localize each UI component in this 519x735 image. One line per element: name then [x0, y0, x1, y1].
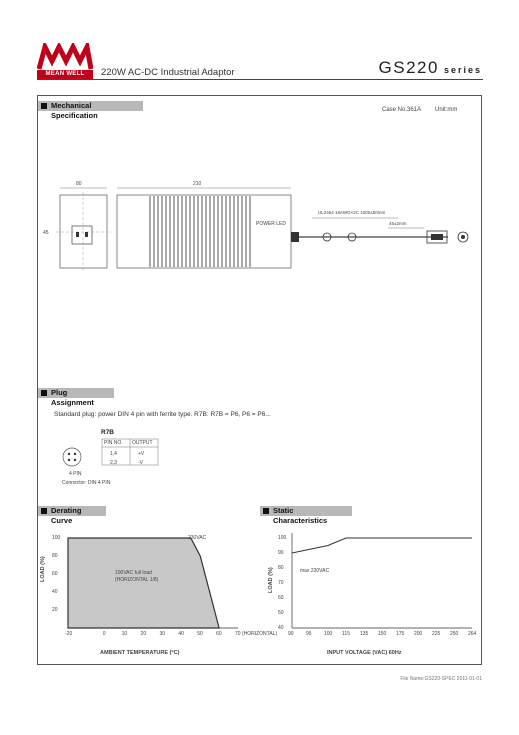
output-header: OUTPUT: [132, 440, 153, 446]
derating-x-tick: 0: [102, 631, 106, 637]
derating-annotation-top: 230VAC: [188, 535, 207, 541]
static-heading: Static Characteristics: [260, 506, 352, 516]
derating-y-tick: 40: [52, 589, 58, 595]
output-row-2: -V: [138, 460, 143, 466]
static-annotation: max 230VAC: [300, 568, 330, 574]
static-x-tick: 135: [360, 631, 369, 637]
mechanical-drawing: [38, 180, 481, 280]
static-x-tick: 150: [378, 631, 387, 637]
brand-label: MEAN WELL: [37, 70, 93, 79]
unit-label: Unit:mm: [435, 107, 458, 113]
static-x-tick: 264: [468, 631, 477, 637]
derating-xlabel: AMBIENT TEMPERATURE (°C): [100, 650, 180, 656]
static-y-tick: 60: [278, 595, 284, 601]
series-title: [379, 58, 482, 78]
derating-annotation-1: 100VAC full load: [115, 570, 152, 576]
derating-y-tick: 100: [52, 535, 61, 541]
static-x-tick: 175: [396, 631, 405, 637]
cable-length: 45±2mm: [389, 221, 407, 226]
dim-large: 210: [193, 181, 202, 187]
static-x-tick: 250: [450, 631, 459, 637]
derating-y-tick: 60: [52, 571, 58, 577]
header-rule: [37, 79, 483, 80]
plug-description: Standard plug: power DIN 4 pin with ferrite type. R7B: R7B = P6, P6 = P6...: [54, 411, 271, 418]
pin-row-1: 1,4: [110, 451, 117, 457]
derating-y-tick: 20: [52, 607, 58, 613]
dim-small: 80: [76, 181, 82, 187]
derating-ylabel: LOAD (%): [40, 556, 46, 582]
derating-chart: [38, 528, 258, 668]
static-x-tick: 200: [414, 631, 423, 637]
static-x-tick: 100: [324, 631, 333, 637]
derating-x-tick: 10: [121, 631, 128, 637]
dim-height: 45: [43, 230, 49, 236]
static-x-tick: 115: [342, 631, 350, 637]
case-number: Case No.361A: [382, 107, 422, 113]
derating-area: [68, 538, 219, 628]
static-x-tick: 95: [306, 631, 312, 637]
plug-heading: Plug Assignment: [38, 388, 114, 398]
derating-x-tick: 40: [178, 631, 184, 637]
connector-note: Connector: DIN 4 PIN: [62, 480, 111, 486]
derating-annotation-2: (HORIZONTAL 1/8): [115, 577, 159, 583]
pin-note: 4 PIN: [69, 471, 82, 477]
plug-type: R7B: [101, 429, 115, 436]
static-x-tick: 225: [432, 631, 441, 637]
static-y-tick: 50: [278, 610, 284, 616]
static-y-tick: 80: [278, 565, 284, 571]
derating-x-tick: 70 (HORIZONTAL): [235, 631, 278, 637]
derating-x-tick: 20: [140, 631, 147, 637]
static-y-tick: 40: [278, 625, 284, 631]
output-row-1: +V: [138, 451, 145, 457]
power-led-label: POWER LED: [256, 221, 287, 227]
pin-header: PIN NO.: [104, 440, 123, 446]
derating-x-tick: 30: [159, 631, 165, 637]
pin-row-2: 2,3: [110, 460, 117, 466]
derating-heading: Derating Curve: [38, 506, 106, 516]
static-y-tick: 100: [278, 535, 287, 541]
static-xlabel: INPUT VOLTAGE (VAC) 60Hz: [327, 650, 402, 656]
series-name: GS220: [378, 58, 439, 77]
footer-file: File Name:GS220-SPEC 2011-01-01: [400, 676, 482, 682]
static-chart: [262, 528, 482, 668]
derating-x-tick: -20: [65, 631, 73, 637]
static-y-tick: 90: [278, 550, 284, 556]
page-title: 220W AC-DC Industrial Adaptor: [101, 67, 235, 78]
derating-x-tick: 60: [216, 631, 222, 637]
static-x-tick: 90: [288, 631, 294, 637]
series-word: series: [443, 65, 482, 75]
mechanical-heading: Mechanical Specification: [38, 101, 143, 111]
static-y-tick: 70: [278, 580, 284, 586]
derating-y-tick: 80: [52, 553, 58, 559]
static-ylabel: LOAD (%): [268, 567, 274, 593]
cable-label: UL2464 18AWG×2C 1000±50mm: [318, 210, 386, 215]
derating-x-tick: 50: [197, 631, 203, 637]
static-line: [292, 538, 472, 553]
